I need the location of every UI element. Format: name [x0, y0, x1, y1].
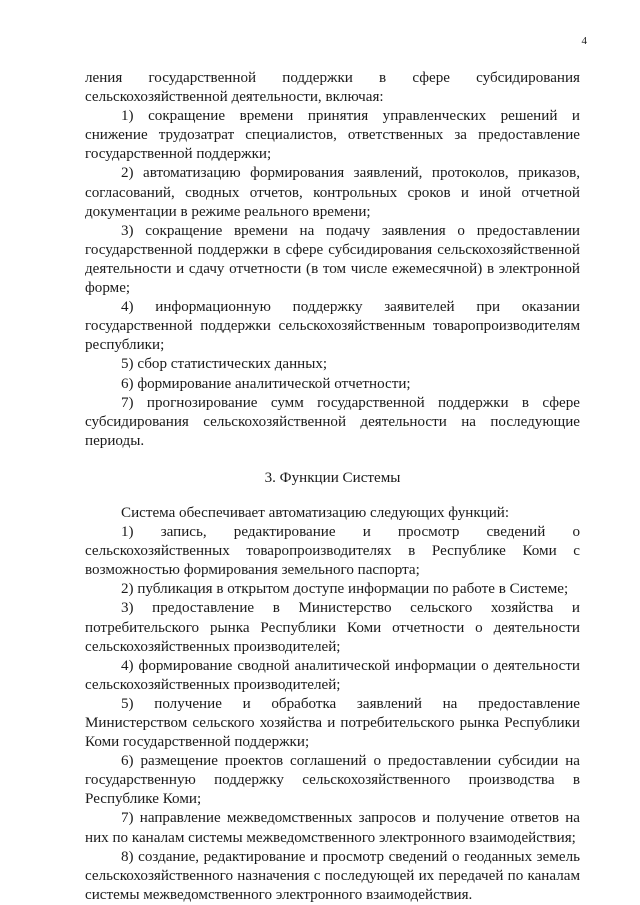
document-body: [85, 69, 580, 905]
list-item: 8) создание, редактирование и просмотр сведений о геоданных земель сельскохозяйственного назначения с последующей их передачей по каналам системы межведомственного электронного взаимодействия.: [85, 848, 580, 903]
section-heading: 3. Функции Системы: [264, 469, 401, 486]
paragraph-continuation: ления государственной поддержки в сфере субсидирования сельскохозяйственной деятельности, включая:: [85, 70, 580, 106]
list-item: 3) предоставление в Министерство сельского хозяйства и потребительского рынка Республики Коми отчетности о деятельности сельскохозяйственных производителей;: [85, 600, 580, 655]
list-item: 2) публикация в открытом доступе информации по работе в Системе;: [121, 581, 569, 598]
list-item: 4) информационную поддержку заявителей при оказании государственной поддержки сельскохозяйственным товаропроизводителям республики;: [85, 299, 580, 354]
list-item: 5) получение и обработка заявлений на предоставление Министерством сельского хозяйства и потребительского рынка Республики Коми государственной поддержки;: [85, 695, 580, 751]
list-item: 6) формирование аналитической отчетности;: [121, 375, 411, 392]
list-item: 2) автоматизацию формирования заявлений, протоколов, приказов, согласований, сводных отчетов, контрольных сроков и иной отчетной документации в режиме реального времени;: [85, 165, 580, 220]
section-intro: Система обеспечивает автоматизацию следующих функций:: [121, 504, 510, 521]
list-item: 5) сбор статистических данных;: [121, 356, 328, 373]
list-item: 1) запись, редактирование и просмотр сведений о сельскохозяйственных товаропроизводителях в Республике Коми с возможностью формирования земельного паспорта;: [85, 524, 580, 579]
list-item: 1) сокращение времени принятия управленческих решений и снижение трудозатрат специалистов, ответственных за предоставление государственной поддержки;: [85, 108, 580, 163]
list-item: 4) формирование сводной аналитической информации о деятельности сельскохозяйственных производителей;: [85, 657, 580, 693]
list-item: 6) размещение проектов соглашений о предоставлении субсидии на государственную поддержку сельскохозяйственного производства в Республике Коми;: [85, 753, 580, 808]
list-item: 3) сокращение времени на подачу заявления о предоставлении государственной поддержки в сфере субсидирования сельскохозяйственной деятельности и сдачу отчетности (в том числе ежемесячной) в электронной форме;: [85, 222, 580, 297]
list-item: 7) направление межведомственных запросов и получение ответов на них по каналам системы межведомственного электронного взаимодействия;: [85, 810, 580, 846]
list-item: 7) прогнозирование сумм государственной поддержки в сфере субсидирования сельскохозяйственной деятельности на последующие периоды.: [85, 394, 580, 449]
page-number: 4: [581, 35, 587, 47]
